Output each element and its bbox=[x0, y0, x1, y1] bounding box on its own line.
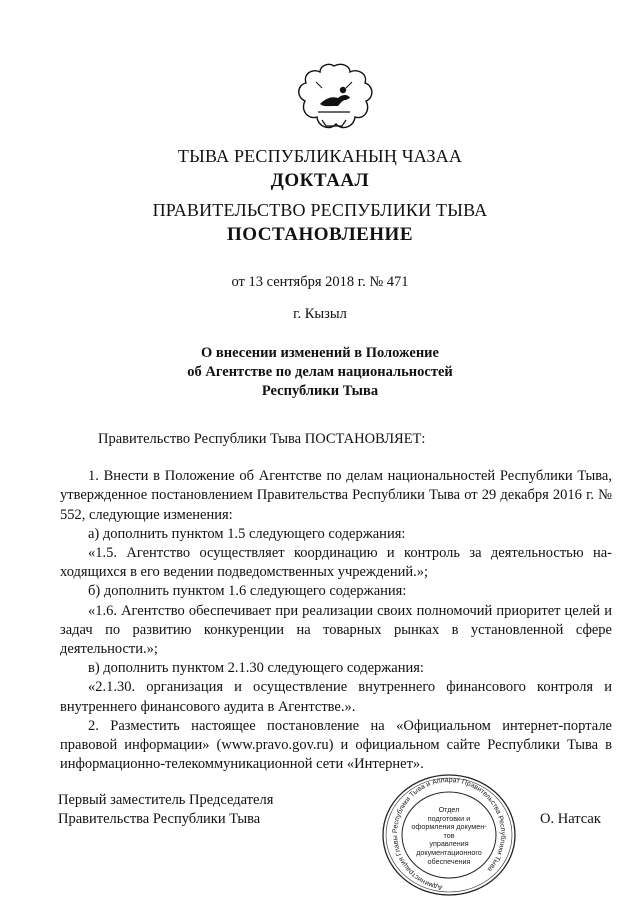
coat-of-arms-emblem bbox=[292, 60, 376, 138]
stamp-line: документационного bbox=[416, 847, 482, 857]
body-paragraph: «2.1.30. организация и осуществление внутреннего финансового контроля и внутреннего финансового аудита в Агентстве.». bbox=[60, 679, 612, 715]
document-date-number: от 13 сентября 2018 г. № 471 bbox=[231, 274, 409, 290]
stamp-line: управления bbox=[429, 839, 469, 849]
body-paragraph: «1.6. Агентство обеспечивает при реализации своих полномочий приоритет целей и задач по развитию конкуренции на товарных рынках в установленной сфере деятельности.»; bbox=[60, 602, 612, 658]
signatory-position-line: Первый заместитель Председателя bbox=[58, 792, 274, 808]
signatory-name: О. Натсак bbox=[540, 811, 601, 827]
signatory-position-line: Правительства Республики Тыва bbox=[58, 811, 261, 827]
header-title-tyvan: ТЫВА РЕСПУБЛИКАНЫҢ ЧАЗАА bbox=[177, 146, 463, 166]
subject-line: об Агентстве по делам национальностей bbox=[187, 364, 453, 380]
stamp-line: Отдел bbox=[438, 805, 460, 814]
body-paragraph: «1.5. Агентство осуществляет координацию и контроль за деятельностью на-ходящихся в его ведении подведомственных учреждений.»; bbox=[60, 545, 612, 581]
body-paragraph: 2. Разместить настоящее постановление на «Официальном интернет-портале правовой информации» (www.pravo.gov.ru) и официальном сайте Республики Тыва в информационно-телекоммуникационной сети «Интернет». bbox=[60, 717, 612, 773]
stamp-ring-text: Администрация Главы Республики Тыва и Аппарат Правительства Республики Тыва bbox=[392, 776, 507, 891]
header-doc-type-russian: ПОСТАНОВЛЕНИЕ bbox=[226, 224, 414, 245]
stamp-inner-text bbox=[408, 806, 490, 866]
body-paragraph: 1. Внести в Положение об Агентстве по делам национальностей Республики Тыва, утвержденное постановлением Правительства Республики Тыва от 29 декабря 2016 г. № 552, следующие изменения: bbox=[60, 468, 612, 523]
header-doc-type-tyvan: ДОКТААЛ bbox=[270, 170, 370, 191]
preamble: Правительство Республики Тыва ПОСТАНОВЛЯЕТ: bbox=[98, 431, 426, 447]
document-subject bbox=[0, 344, 640, 401]
body-paragraph: б) дополнить пунктом 1.6 следующего содержания: bbox=[88, 583, 407, 600]
header-title-russian: ПРАВИТЕЛЬСТВО РЕСПУБЛИКИ ТЫВА bbox=[152, 200, 488, 220]
stamp-line: подготовки и bbox=[427, 813, 471, 823]
body-paragraph: в) дополнить пунктом 2.1.30 следующего содержания: bbox=[88, 660, 424, 677]
stamp-line: обеспечения bbox=[427, 856, 471, 866]
signatory-position bbox=[58, 791, 273, 829]
subject-line: О внесении изменений в Положение bbox=[201, 345, 439, 361]
document-city: г. Кызыл bbox=[293, 306, 347, 322]
body-paragraph: а) дополнить пунктом 1.5 следующего содержания: bbox=[88, 525, 406, 542]
document-body bbox=[60, 430, 612, 774]
stamp-line: оформления докумен-тов bbox=[411, 822, 487, 840]
subject-line: Республики Тыва bbox=[261, 383, 379, 399]
